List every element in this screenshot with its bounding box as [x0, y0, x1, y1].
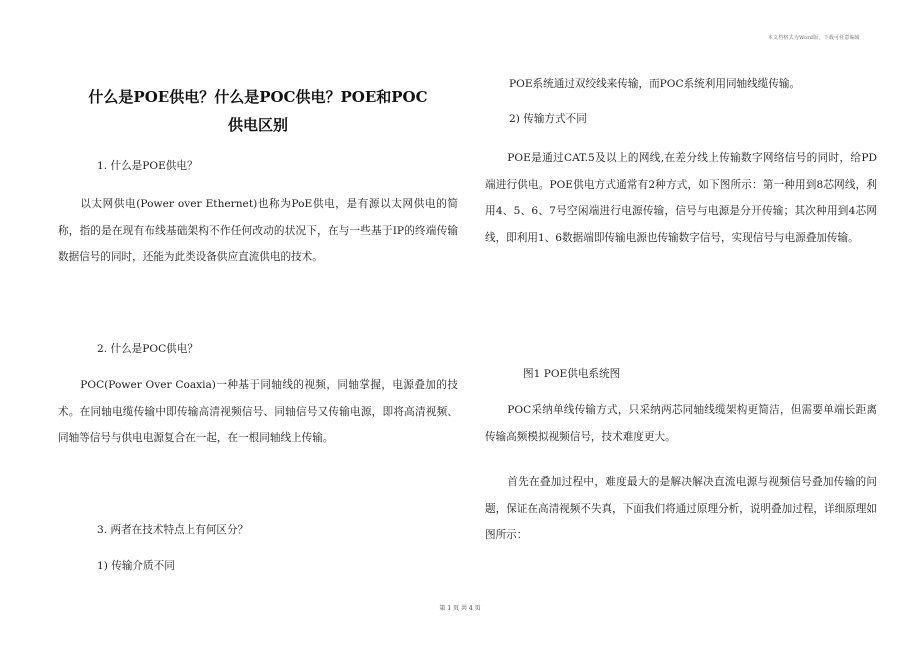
subheading-medium: 1) 传输介质不同: [97, 560, 175, 572]
page-footer: 第 1 页 共 4 页: [439, 605, 481, 612]
paragraph-poe-transmission: POE是通过CAT.5及以上的网线,在差分线上传输数字网络信号的同时，给PD端进行供电。POE供电方式通常有2种方式，如下图所示：第一种用到8芯网线，利用4、5、6、7号空闲端进行电源传输，信号与电源是分开传输；其次种用到4芯网线，即利用1、6数据端即传输电源也传输数字信号，实现信号与电源叠加传输。: [485, 152, 877, 244]
section-heading-differences: 3. 两者在技术特点上有何区分？: [97, 524, 249, 536]
title-line-2: 供电区别: [227, 116, 288, 134]
paragraph-poe-definition: 以太网供电(Power over Ethernet)也称为PoE供电，是有源以太网供电的简称，指的是在现有布线基础架构不作任何改动的状况下，在与一些基于IP的终端传输数据信号的同时，还能为此类设备供应直流供电的技术。: [58, 198, 458, 263]
header-note: 本文档格式为Word版，下载可任意编辑: [767, 35, 860, 41]
section-heading-poc: 2. 什么是POC供电？: [97, 343, 198, 355]
figure-caption: 图1 POE供电系统图: [523, 368, 621, 380]
section-heading-poe: 1. 什么是POE供电？: [97, 160, 198, 172]
paragraph-medium-compare: POE系统通过双绞线来传输，而POC系统利用同轴线缆传输。: [509, 78, 801, 90]
paragraph-superposition: 首先在叠加过程中，难度最大的是解决解决直流电源与视频信号叠加传输的问题，保证在高清视频不失真，下面我们将通过原理分析，说明叠加过程，详细原理如图所示：: [485, 476, 877, 541]
title-line-1: 什么是POE供电？什么是POC供电？POE和POC: [88, 88, 428, 106]
paragraph-poc-transmission: POC采纳单线传输方式，只采纳两芯同轴线缆架构更简洁，但需要单端长距离传输高频模拟视频信号，技术难度更大。: [485, 404, 877, 443]
paragraph-poc-definition: POC(Power Over Coaxia)一种基于同轴线的视频，同轴掌握，电源叠加的技术。在同轴电缆传输中即传输高清视频信号、同轴信号又传输电源，即将高清视频、同轴等信号与供电电源复合在一起，在一根同轴线上传输。: [58, 379, 458, 444]
page-title: [58, 83, 458, 139]
subheading-transmission: 2) 传输方式不同: [509, 113, 587, 125]
